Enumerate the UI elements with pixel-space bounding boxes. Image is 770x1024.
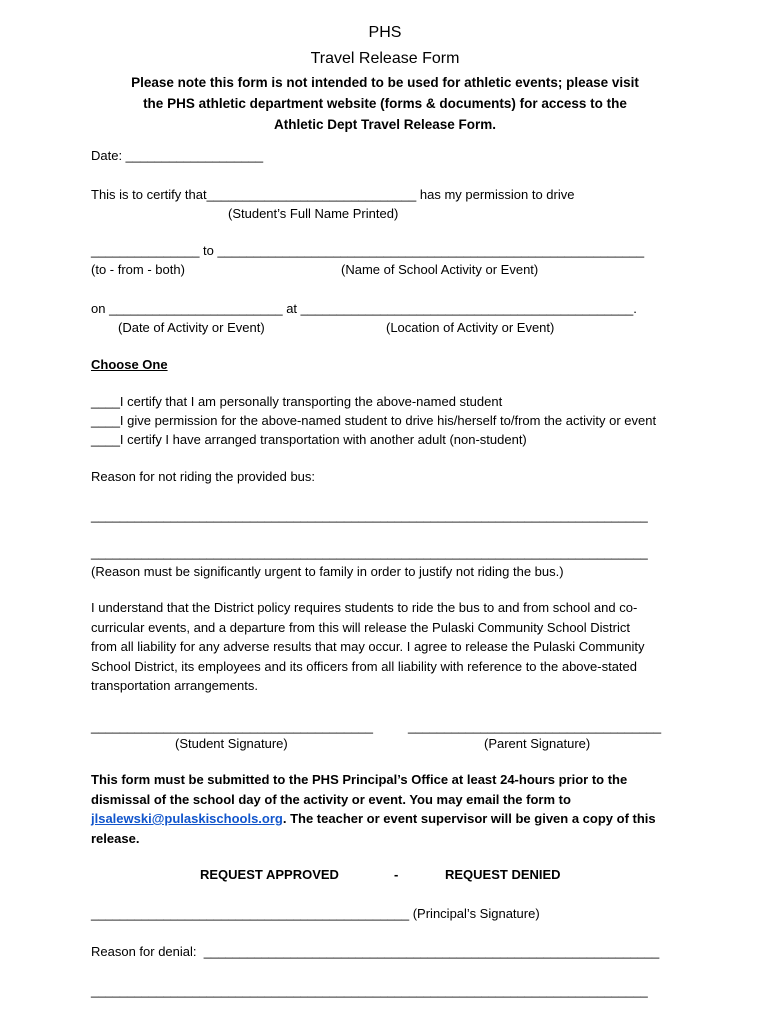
activity-location-caption: (Location of Activity or Event) xyxy=(386,320,555,335)
reason-line-1[interactable]: _____________________________________________________________________________ xyxy=(91,508,648,523)
option-personal-transport[interactable]: ____I certify that I am personally transporting the above-named student xyxy=(91,394,503,409)
reason-line-2[interactable]: _____________________________________________________________________________ xyxy=(91,545,648,560)
parent-signature-caption: (Parent Signature) xyxy=(484,736,591,751)
choose-one-heading: Choose One xyxy=(91,357,168,372)
route-caption: (to - from - both) xyxy=(91,262,185,277)
denial-reason-continuation-line[interactable]: _____________________________________________________________________________ xyxy=(91,983,648,998)
denial-reason-line[interactable]: Reason for denial: _______________________________________________________________ xyxy=(91,944,660,959)
student-signature-caption: (Student Signature) xyxy=(175,736,288,751)
decision-separator: - xyxy=(394,867,399,882)
submission-text-after: . The teacher or event supervisor will be given a copy of this release. xyxy=(91,811,656,846)
policy-paragraph: I understand that the District policy requires students to ride the bus to and from school and co-curricular events, and a departure from this will release the Pulaski Community School District from all liability for any adverse results that may occur. I agree to release the Pulaski Community School District, its employees and its officers from all liability with reference to the above-stated transportation arrangements. xyxy=(91,600,645,693)
date-field[interactable]: Date: ___________________ xyxy=(91,148,264,163)
form-subtitle: Travel Release Form xyxy=(310,50,460,67)
date-location-line[interactable]: on ________________________ at ______________________________________________. xyxy=(91,301,637,316)
form-title: PHS xyxy=(368,24,402,41)
notice-line-2: the PHS athletic department website (forms & documents) for access to the xyxy=(143,96,627,111)
student-signature-line[interactable]: _______________________________________ xyxy=(91,719,373,734)
option-other-adult[interactable]: ____I certify I have arranged transportation with another adult (non-student) xyxy=(91,432,527,447)
request-denied-label[interactable]: REQUEST DENIED xyxy=(445,867,561,882)
activity-name-caption: (Name of School Activity or Event) xyxy=(341,262,539,277)
reason-label: Reason for not riding the provided bus: xyxy=(91,469,316,484)
principal-email-link[interactable]: jlsalewski@pulaskischools.org xyxy=(91,811,283,826)
option-self-drive[interactable]: ____I give permission for the above-named student to drive his/herself to/from the activity or event xyxy=(91,413,657,428)
principal-signature-line[interactable]: ____________________________________________ (Principal’s Signature) xyxy=(91,906,540,921)
submission-text-before: This form must be submitted to the PHS Principal’s Office at least 24-hours prior to the dismissal of the school day of the activity or event. You may email the form to xyxy=(91,772,628,807)
notice-line-3: Athletic Dept Travel Release Form. xyxy=(273,117,497,132)
route-line[interactable]: _______________ to ___________________________________________________________ xyxy=(91,243,645,258)
notice-line-1: Please note this form is not intended to be used for athletic events; please visit xyxy=(131,75,639,90)
activity-date-caption: (Date of Activity or Event) xyxy=(118,320,265,335)
student-name-caption: (Student’s Full Name Printed) xyxy=(228,206,399,221)
certify-line[interactable]: This is to certify that_____________________________ has my permission to drive xyxy=(91,187,575,202)
reason-note: (Reason must be significantly urgent to family in order to justify not riding the bus.) xyxy=(91,564,564,579)
submission-notice xyxy=(91,770,681,848)
request-approved-label[interactable]: REQUEST APPROVED xyxy=(200,867,339,882)
parent-signature-line[interactable]: ___________________________________ xyxy=(408,719,662,734)
